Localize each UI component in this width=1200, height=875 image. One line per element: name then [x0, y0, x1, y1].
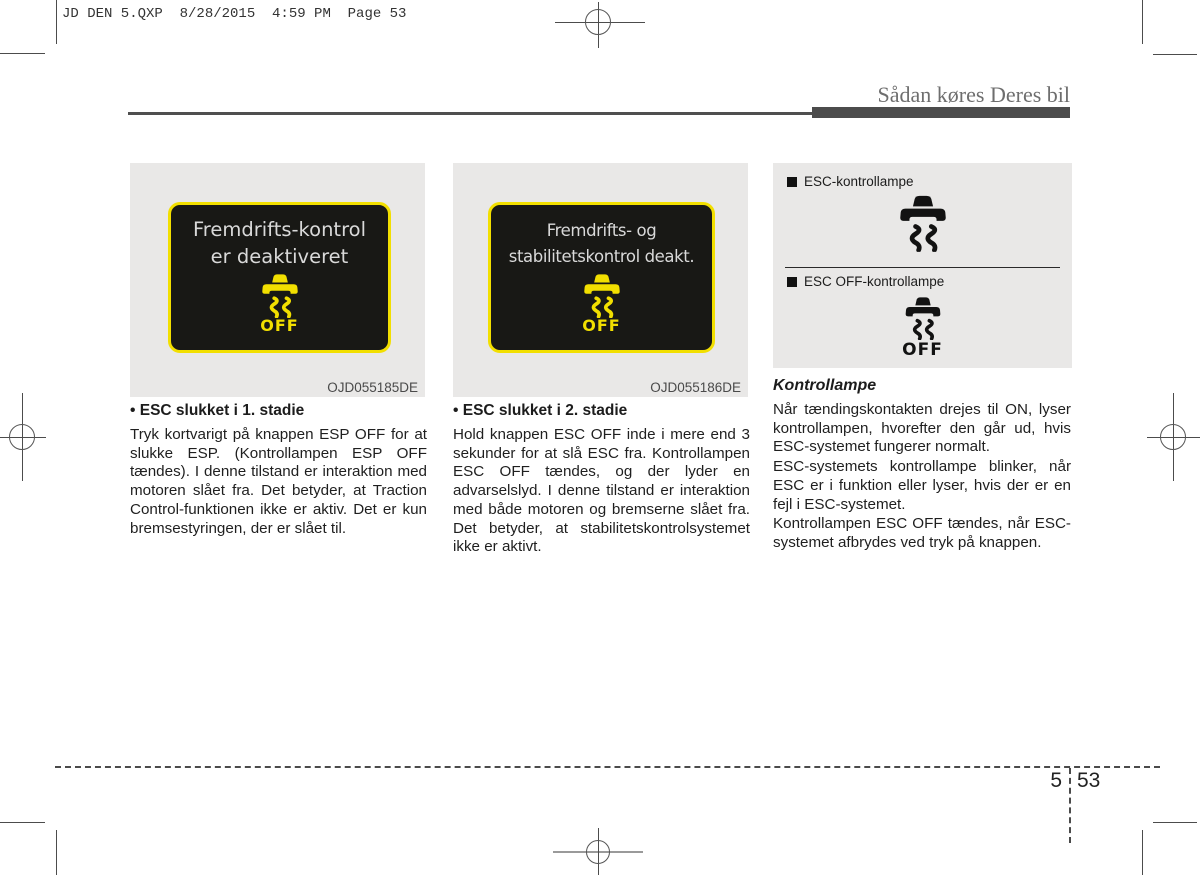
display-message-line2: er deaktiveret: [210, 245, 349, 268]
legend-label: ESC OFF-kontrollampe: [804, 274, 945, 289]
section-heading: • ESC slukket i 1. stadie: [130, 402, 305, 419]
footer-dashed-rule: [55, 766, 1160, 768]
title-rule: [128, 112, 814, 115]
off-label: OFF: [260, 316, 299, 335]
indicator-legend-panel: [773, 163, 1072, 368]
section-body: Hold knappen ESC OFF inde i mere end 3 sekunder for at slå ESC fra. Kontrollampen ESC OFF tændes, og der lyder en advarselslyd. I denne tilstand er interaktion med både motoren og bremserne slået fra. Det betyder, at stabilitetskontrolsystemet ikke er aktivt.: [453, 426, 750, 556]
crop-mark-bottom-right-horizontal: [1153, 822, 1197, 823]
display-message-line2: stabilitetskontrol deakt.: [508, 247, 695, 266]
display-message-line1: Fremdrifts- og: [546, 221, 657, 240]
crop-mark-top-left-horizontal: [0, 53, 45, 54]
section-paragraph: Kontrollampen ESC OFF tændes, når ESC-systemet afbrydes ved tryk på knappen.: [773, 515, 1071, 551]
figure-esc-stage1: [130, 163, 425, 397]
crop-mark-bottom-left-horizontal: [0, 822, 45, 823]
figure-caption: OJD055186DE: [650, 380, 741, 395]
section-heading: • ESC slukket i 2. stadie: [453, 402, 628, 419]
legend-item-esc: [787, 174, 914, 189]
section-paragraph: Når tændingskontakten drejes til ON, lyser kontrollampen, hvorefter den går ud, hvis ESC-systemet fungerer normalt.: [773, 401, 1071, 456]
title-rule-bar: [812, 107, 1070, 118]
square-bullet-icon: [787, 277, 797, 287]
section-kontrollampe: [773, 377, 1071, 554]
cluster-display-stage2: [488, 202, 715, 353]
legend-divider: [785, 267, 1060, 268]
legend-item-esc-off: [787, 274, 944, 289]
crop-mark-bottom-right-vertical: [1142, 830, 1143, 875]
legend-label: ESC-kontrollampe: [804, 174, 914, 189]
print-header: JD DEN 5.QXP 8/28/2015 4:59 PM Page 53: [62, 6, 407, 22]
section-heading: Kontrollampe: [773, 377, 877, 394]
chapter-number: 5: [1050, 769, 1062, 792]
off-label: OFF: [902, 340, 943, 360]
page-title: Sådan køres Deres bil: [877, 82, 1070, 107]
esc-off-indicator-icon: [258, 273, 302, 318]
figure-caption: OJD055185DE: [327, 380, 418, 395]
crop-mark-top-right-horizontal: [1153, 54, 1197, 55]
cluster-display-stage1: [168, 202, 391, 353]
crop-mark-top-left-vertical: [56, 0, 57, 44]
square-bullet-icon: [787, 177, 797, 187]
section-esc-stage1: [130, 402, 427, 539]
off-label: OFF: [582, 316, 621, 335]
esc-indicator-icon: [895, 194, 951, 252]
esc-off-indicator-icon: [580, 273, 624, 318]
section-body: Tryk kortvarigt på knappen ESP OFF for at slukke ESP. (Kontrollampen ESP OFF tændes). I denne tilstand er interaktion med motoren slået fra. Det betyder, at Traction Control-funktionen ikke er aktiv. Det er kun bremsestyringen, der er slået til.: [130, 426, 427, 537]
footer-dashed-divider: [1069, 768, 1071, 843]
page-number: 53: [1077, 769, 1101, 792]
section-esc-stage2: [453, 402, 750, 558]
display-message-line1: Fremdrifts-kontrol: [192, 218, 367, 241]
figure-esc-stage2: [453, 163, 748, 397]
esc-off-indicator-icon: [901, 296, 944, 360]
crop-mark-bottom-left-vertical: [56, 830, 57, 875]
crop-mark-top-right-vertical: [1142, 0, 1143, 44]
section-paragraph: ESC-systemets kontrollampe blinker, når ESC er i funktion eller lyser, hvis der er en fejl i ESC-systemet.: [773, 458, 1071, 513]
